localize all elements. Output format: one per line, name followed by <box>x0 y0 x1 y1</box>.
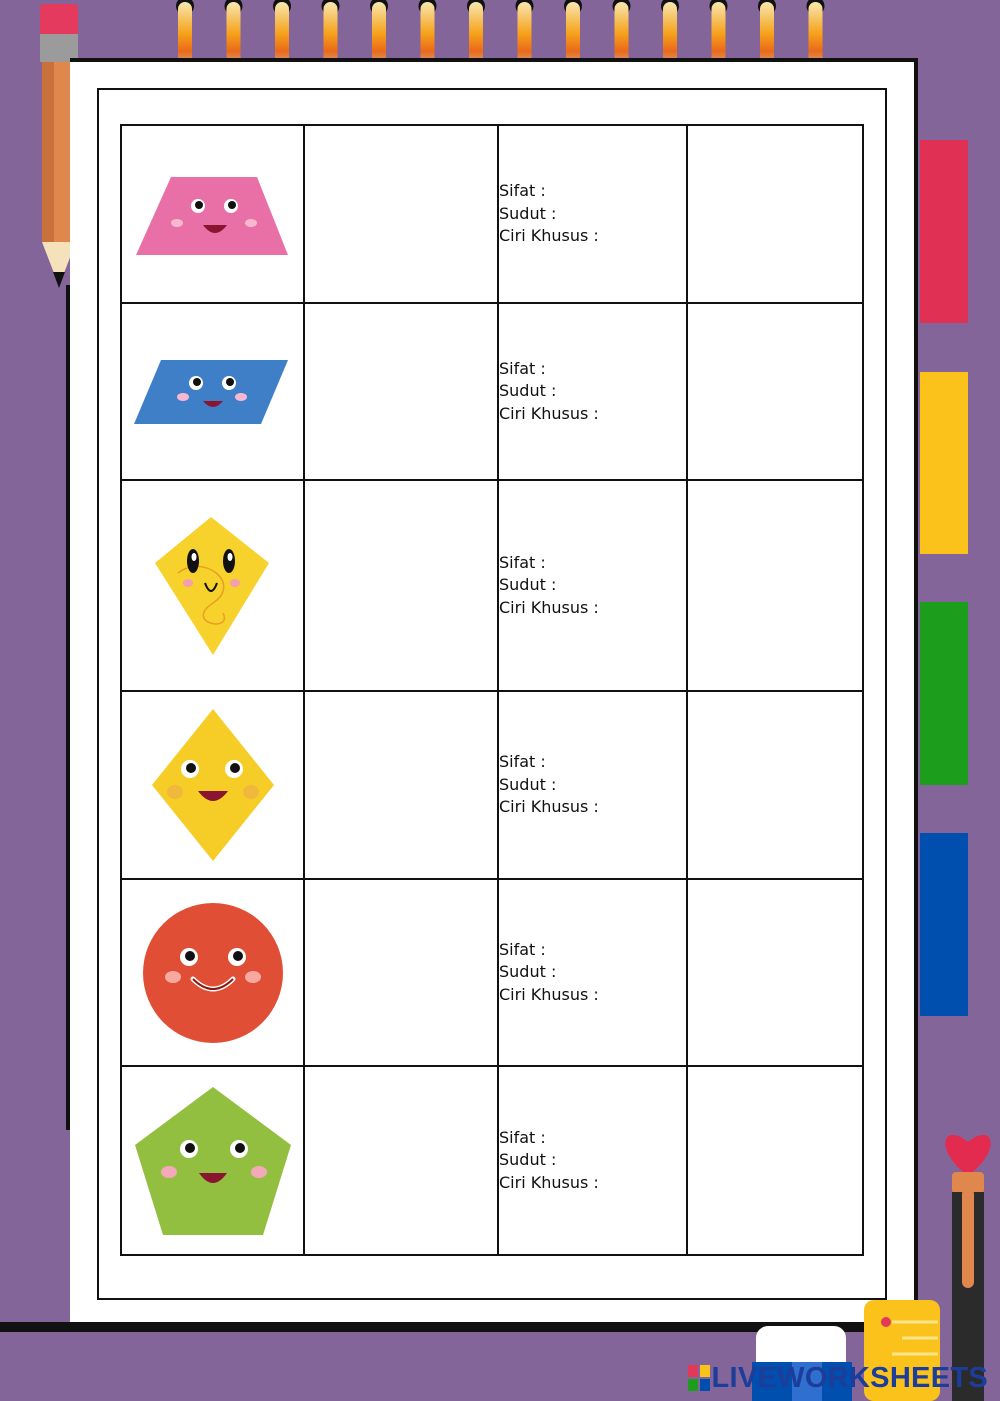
ciri-khusus-label: Ciri Khusus : <box>499 597 599 617</box>
trapezoid-icon <box>133 169 293 259</box>
answer-cell[interactable] <box>304 303 498 480</box>
shape-cell <box>121 303 304 480</box>
tab-blue <box>920 833 968 1016</box>
table-row <box>121 303 863 480</box>
sifat-label: Sifat : <box>499 552 546 572</box>
properties-cell <box>498 125 687 303</box>
sifat-label: Sifat : <box>499 1127 546 1147</box>
table-row <box>121 691 863 879</box>
brand-text: LIVEWORKSHEETS <box>711 1362 988 1394</box>
shape-cell <box>121 691 304 879</box>
shape-cell <box>121 1066 304 1255</box>
sudut-label: Sudut : <box>499 575 557 595</box>
ciri-khusus-label: Ciri Khusus : <box>499 226 599 246</box>
shapes-table <box>120 124 864 1256</box>
ciri-khusus-label: Ciri Khusus : <box>499 1172 599 1192</box>
properties-cell <box>498 1066 687 1255</box>
liveworksheets-badge-icon <box>688 1365 710 1391</box>
properties-cell <box>498 303 687 480</box>
sifat-label: Sifat : <box>499 181 546 201</box>
sudut-label: Sudut : <box>499 1150 557 1170</box>
circle-icon <box>141 901 285 1045</box>
properties-cell <box>498 691 687 879</box>
rhombus-icon <box>150 707 276 863</box>
answer-cell[interactable] <box>687 879 863 1066</box>
kite-icon <box>153 513 273 659</box>
shape-cell <box>121 879 304 1066</box>
answer-cell[interactable] <box>304 1066 498 1255</box>
sifat-label: Sifat : <box>499 358 546 378</box>
sudut-label: Sudut : <box>499 203 557 223</box>
sudut-label: Sudut : <box>499 962 557 982</box>
answer-cell[interactable] <box>687 125 863 303</box>
pentagon-icon <box>133 1085 293 1237</box>
answer-cell[interactable] <box>687 1066 863 1255</box>
tab-yellow <box>920 372 968 554</box>
table-row <box>121 480 863 691</box>
shape-cell <box>121 125 304 303</box>
sifat-label: Sifat : <box>499 752 546 772</box>
sifat-label: Sifat : <box>499 939 546 959</box>
table-row <box>121 125 863 303</box>
answer-cell[interactable] <box>687 303 863 480</box>
parallelogram-icon <box>133 357 293 427</box>
answer-cell[interactable] <box>304 691 498 879</box>
table-row <box>121 1066 863 1255</box>
properties-cell <box>498 480 687 691</box>
ciri-khusus-label: Ciri Khusus : <box>499 984 599 1004</box>
sudut-label: Sudut : <box>499 774 557 794</box>
answer-cell[interactable] <box>687 691 863 879</box>
ciri-khusus-label: Ciri Khusus : <box>499 403 599 423</box>
properties-cell <box>498 879 687 1066</box>
ciri-khusus-label: Ciri Khusus : <box>499 797 599 817</box>
shape-cell <box>121 480 304 691</box>
answer-cell[interactable] <box>304 879 498 1066</box>
answer-cell[interactable] <box>304 480 498 691</box>
liveworksheets-logo <box>688 1362 989 1395</box>
tab-red <box>920 140 968 323</box>
heart-brush-icon <box>938 1128 998 1401</box>
table-row <box>121 879 863 1066</box>
answer-cell[interactable] <box>304 125 498 303</box>
answer-cell[interactable] <box>687 480 863 691</box>
tab-green <box>920 602 968 785</box>
sudut-label: Sudut : <box>499 381 557 401</box>
